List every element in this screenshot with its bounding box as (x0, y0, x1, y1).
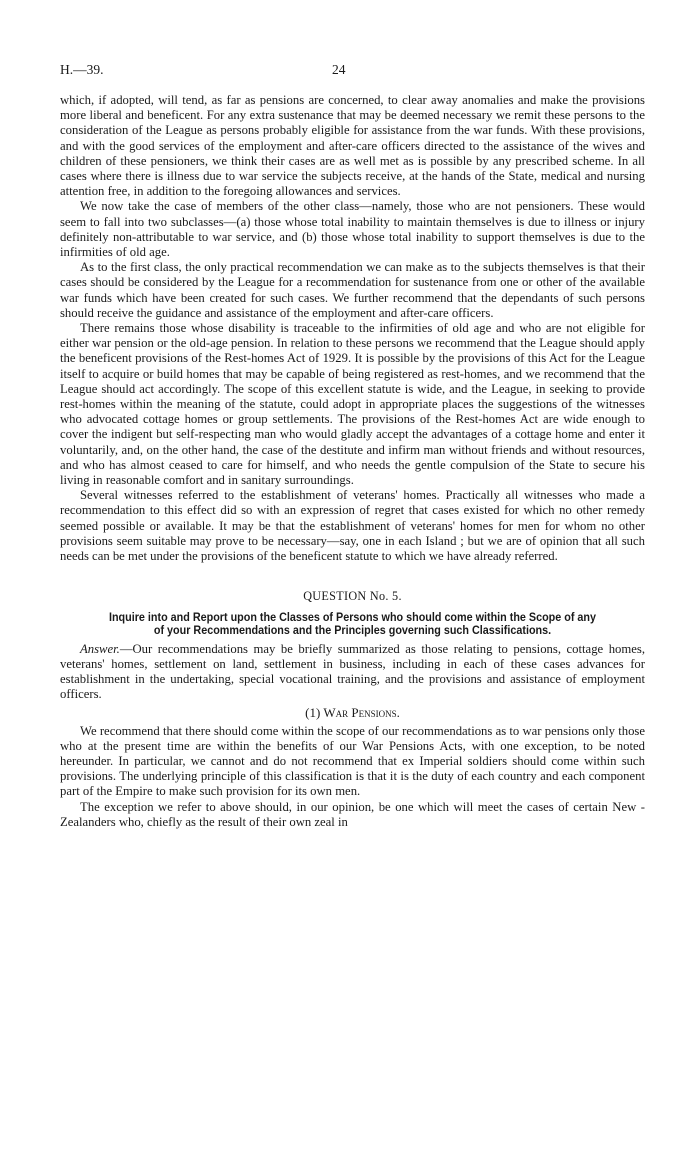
paragraph-first-class: As to the first class, the only practical recommendation we can make as to the subjects themselves is that their cases should be considered by the League for a recommendation for sustenance from one or other of the available war funds which have been created for such cases. We further recommend that the dependants of such persons should receive the guidance and assistance of the employment and after-care officers. (60, 260, 645, 320)
question-title-line-2: of your Recommendations and the Principles governing such Classifications. (153, 624, 552, 637)
paragraph-veterans-homes: Several witnesses referred to the establishment of veterans' homes. Practically all witnesses who made a recommendation to this effect did so with an expression of regret that cases existed for which no other remedy seemed possible or available. It may be that the establishment of veterans' homes for men for whom no other provisions seem suitable may prove to be necessary—say, one in each Island ; but we are of opinion that all such needs can be met under the provisions of the beneficent statute to which we have already referred. (60, 488, 645, 564)
paragraph-war-pensions: We recommend that there should come within the scope of our recommendations as to war pensions only those who at the present time are within the benefits of our War Pensions Acts, with one exception, to be noted hereunder. In particular, we cannot and do not recommend that ex Imperial soldiers should come within such provisions. The underlying principle of this classification is that it is the duty of each country and each component part of the Empire to make such provision for its own men. (60, 723, 645, 799)
answer-label: Answer. (80, 641, 120, 656)
paragraph-continuation: which, if adopted, will tend, as far as pensions are concerned, to clear away anomalies and make the provisions more liberal and beneficent. For any extra sustenance that may be deemed necessary we remit these persons to the consideration of the League as persons probably eligible for assistance from the war funds. With these provisions, and with the good services of the employment and after-care officers directed to the assistance of the wives and children of these pensioners, we think their cases are as well met as is possible by any prescribed scheme. In all cases where there is illness due to war service the subjects receive, at the hands of the State, medical and nursing attention free, in addition to the foregoing allowances and services. (60, 93, 645, 199)
question-title (80, 611, 624, 638)
question-heading: QUESTION No. 5. (303, 589, 402, 604)
paragraph-other-class: We now take the case of members of the other class—namely, those who are not pensioners. These would seem to fall into two subclasses—(a) those whose total inability to maintain themselves is due to illness or injury definitely non-attributable to war service, and (b) those whose total inability to support themselves is due to the infirmities of old age. (60, 199, 645, 260)
page-number: 24 (332, 62, 346, 77)
paragraph-exception: The exception we refer to above should, in our opinion, be one which will meet the cases of certain New - Zealanders who, chiefly as the result of their own zeal in (60, 799, 645, 829)
section-heading-war-pensions: (1) War Pensions. (305, 705, 400, 721)
answer-paragraph (60, 642, 645, 703)
question-title-line-1: Inquire into and Report upon the Classes of Persons who should come within the Scope of any (108, 610, 597, 624)
paragraph-old-age: There remains those whose disability is traceable to the infirmities of old age and who are not eligible for either war pension or the old-age pension. In relation to these persons we recommend that the League should apply the beneficent provisions of the Rest-homes Act of 1929. It is possible by the provisions of this Act for the League itself to acquire or build homes that may be capable of being registered as rest-homes, and we recommend that the League should act accordingly. The scope of this excellent statute is wide, and the League, in seeking to provide rest-homes within the meaning of the statute, could adopt in appropriate places the suggestions of the witnesses who advocated cottage homes or group settlements. The provisions of the Rest-homes Act are wide enough to cover the indigent but self-respecting man who would gladly accept the advantages of a cottage home and enter it voluntarily, and, on the other hand, the case of the destitute and infirm man without friends and without resources, and who has almost ceased to care for himself, and who needs the gentle compulsion of the State to secure his living in reasonable comfort and in sanitary surroundings. (60, 321, 645, 488)
page-header (60, 62, 645, 80)
document-body (60, 93, 645, 830)
document-code: H.—39. (60, 62, 104, 77)
answer-text: —Our recommendations may be briefly summarized as those relating to pensions, cottage homes, veterans' homes, settlement on land, settlement in business, including in each of these cases advances for establishment in the undertaking, special vocational training, and the provisions and assistance of employment officers. (60, 641, 645, 702)
